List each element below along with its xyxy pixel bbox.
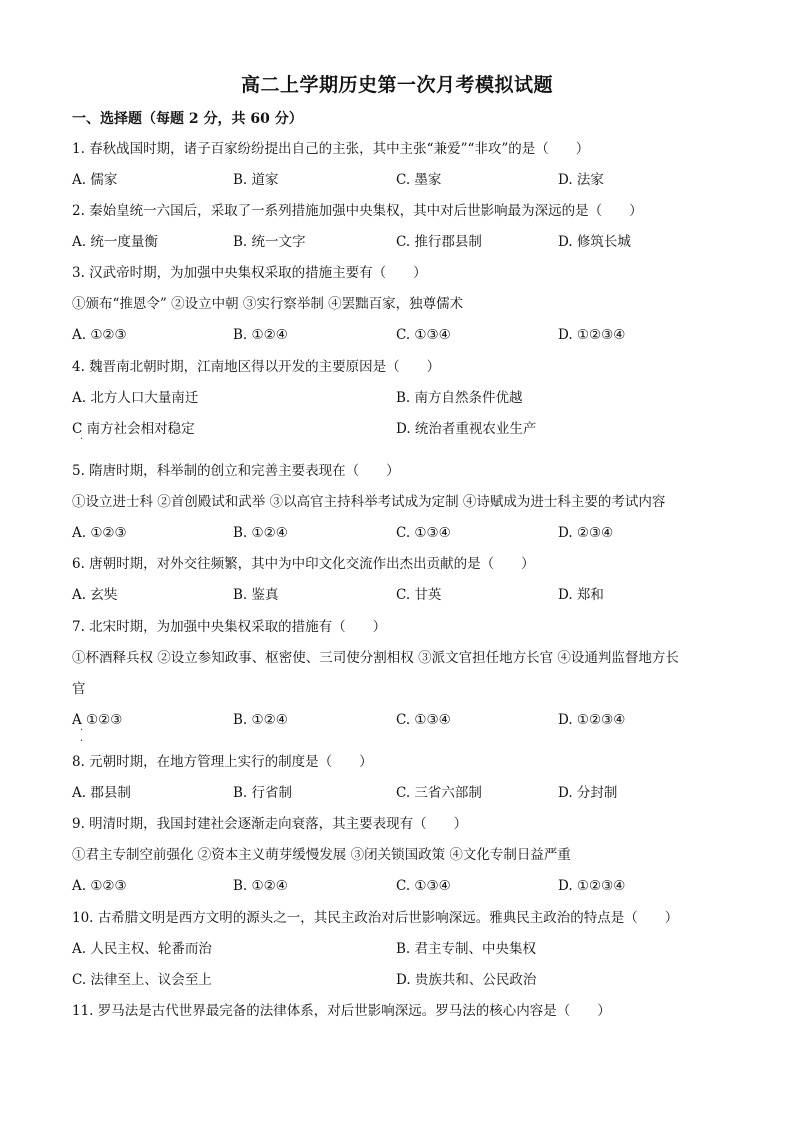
- q2-option-b: B. 统一文字: [233, 234, 306, 250]
- q10-option-a: A. 人民主权、轮番而治: [72, 941, 212, 957]
- q10-option-b: B. 君主专制、中央集权: [396, 941, 537, 957]
- q8-option-b: B. 行省制: [233, 785, 293, 801]
- q1-option-a: A. 儒家: [72, 172, 118, 188]
- q3-option-d: D. ①②③④: [558, 327, 626, 343]
- q2-option-a: A. 统一度量衡: [72, 234, 158, 250]
- q6-option-b: B. 鉴真: [233, 587, 279, 603]
- q10-option-d: D. 贵族共和、公民政治: [396, 972, 537, 988]
- question-9-stem: 9. 明清时期，我国封建社会逐渐走向衰落，其主要表现有（ ）: [72, 816, 468, 832]
- q4-option-d: D. 统治者重视农业生产: [396, 421, 537, 437]
- q5-option-c: C. ①③④: [396, 525, 451, 541]
- q1-option-c: C. 墨家: [396, 172, 442, 188]
- q4-option-a: A. 北方人口大量南迁: [72, 390, 199, 406]
- question-6-stem: 6. 唐朝时期，对外交往频繁，其中为中印文化交流作出杰出贡献的是（ ）: [72, 556, 535, 572]
- q7-option-c: C. ①③④: [396, 712, 451, 728]
- q5-option-b: B. ①②④: [233, 525, 288, 541]
- q1-option-d: D. 法家: [558, 172, 604, 188]
- q2-option-c: C. 推行郡县制: [396, 234, 482, 250]
- question-7-statements-cont: 官: [72, 681, 86, 697]
- section-heading: 一、选择题（每题 2 分，共 60 分）: [72, 111, 303, 127]
- question-11-stem: 11. 罗马法是古代世界最完备的法律体系，对后世影响深远。罗马法的核心内容是（ ）: [72, 1003, 611, 1019]
- q6-option-d: D. 郑和: [558, 587, 604, 603]
- question-2-stem: 2. 秦始皇统一六国后，采取了一系列措施加强中央集权，其中对后世影响最为深远的是（ ）: [72, 203, 643, 219]
- q2-option-d: D. 修筑长城: [558, 234, 631, 250]
- q7-option-d: D. ①②③④: [558, 712, 626, 728]
- stray-dot-mark: ·: [80, 725, 84, 736]
- q9-option-d: D. ①②③④: [558, 878, 626, 894]
- q6-option-a: A. 玄奘: [72, 587, 118, 603]
- question-5-stem: 5. 隋唐时期，科举制的创立和完善主要表现在（ ）: [72, 463, 400, 479]
- q4-option-c: C 南方社会相对稳定: [72, 421, 195, 437]
- q3-option-a: A. ①②③: [72, 327, 127, 343]
- q10-option-c: C. 法律至上、议会至上: [72, 972, 212, 988]
- question-9-statements: ①君主专制空前强化 ②资本主义萌芽缓慢发展 ③闭关锁国政策 ④文化专制日益严重: [72, 847, 571, 863]
- q8-option-a: A. 郡县制: [72, 785, 131, 801]
- q9-option-a: A. ①②③: [72, 878, 127, 894]
- q9-option-c: C. ①③④: [396, 878, 451, 894]
- q8-option-c: C. 三省六部制: [396, 785, 482, 801]
- page-title: 高二上学期历史第一次月考模拟试题: [240, 74, 553, 96]
- q7-option-b: B. ①②④: [233, 712, 288, 728]
- q8-option-d: D. 分封制: [558, 785, 618, 801]
- question-5-statements: ①设立进士科 ②首创殿试和武举 ③以高官主持科举考试成为定制 ④诗赋成为进士科主要的考试内容: [72, 494, 666, 510]
- stray-dot-mark: ·: [80, 736, 84, 747]
- question-4-stem: 4. 魏晋南北朝时期，江南地区得以开发的主要原因是（ ）: [72, 359, 441, 375]
- q6-option-c: C. 甘英: [396, 587, 442, 603]
- q3-option-c: C. ①③④: [396, 327, 451, 343]
- question-7-statements: ①杯酒释兵权 ②设立参知政事、枢密使、三司使分割相权 ③派文官担任地方长官 ④设通判监督地方长: [72, 650, 679, 666]
- q5-option-a: A. ①②③: [72, 525, 127, 541]
- question-1-stem: 1. 春秋战国时期，诸子百家纷纷提出自己的主张，其中主张“兼爱”“非攻”的是（ ）: [72, 141, 590, 157]
- stray-dot-mark: ·: [80, 434, 84, 445]
- question-7-stem: 7. 北宋时期，为加强中央集权采取的措施有（ ）: [72, 619, 387, 635]
- q1-option-b: B. 道家: [233, 172, 279, 188]
- q9-option-b: B. ①②④: [233, 878, 288, 894]
- q3-option-b: B. ①②④: [233, 327, 288, 343]
- question-3-statements: ①颁布“推恩令” ②设立中朝 ③实行察举制 ④罢黜百家，独尊儒术: [72, 296, 464, 312]
- question-10-stem: 10. 古希腊文明是西方文明的源头之一，其民主政治对后世影响深远。雅典民主政治的特点是（ ）: [72, 910, 679, 926]
- q7-option-a: A ①②③: [72, 712, 123, 728]
- question-8-stem: 8. 元朝时期，在地方管理上实行的制度是（ ）: [72, 754, 373, 770]
- q5-option-d: D. ②③④: [558, 525, 614, 541]
- question-3-stem: 3. 汉武帝时期，为加强中央集权采取的措施主要有（ ）: [72, 265, 427, 281]
- q4-option-b: B. 南方自然条件优越: [396, 390, 523, 406]
